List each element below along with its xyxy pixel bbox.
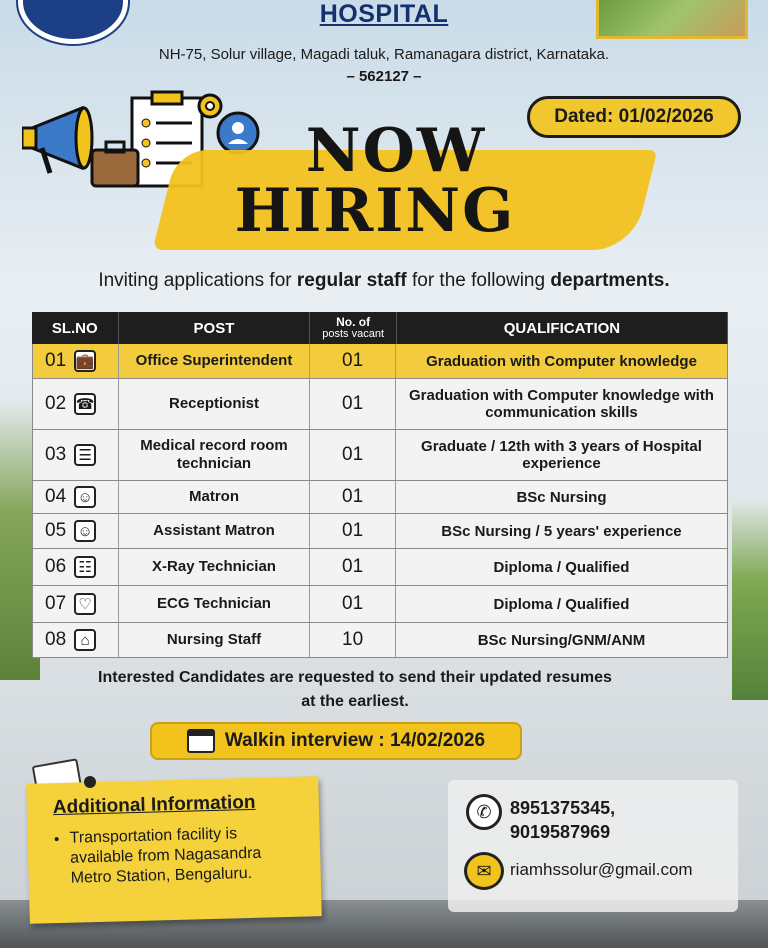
row-vacant: 01 xyxy=(310,379,396,429)
pushpin-icon xyxy=(84,776,96,788)
megaphone-icon xyxy=(22,108,92,173)
row-slno: 02 xyxy=(45,393,67,414)
row-vacant: 01 xyxy=(310,514,396,548)
table-row xyxy=(32,481,728,514)
row-post: Receptionist xyxy=(119,379,310,429)
row-qualification: Diploma / Qualified xyxy=(493,558,630,576)
intro-part1: Inviting applications for xyxy=(98,270,297,291)
row-slno-cell xyxy=(33,549,119,585)
phone-number-1[interactable]: 8951375345, xyxy=(510,798,616,818)
additional-info-item: • Transportation facility is available from Nagasandra Metro Station, Bengaluru. xyxy=(69,823,294,889)
row-post: Nursing Staff xyxy=(119,623,310,657)
walkin-banner xyxy=(150,722,522,760)
phone-icon: ✆ xyxy=(466,794,502,830)
row-post: X-Ray Technician xyxy=(119,549,310,585)
receptionist-icon: ☎ xyxy=(74,393,96,415)
row-slno: 01 xyxy=(45,350,67,371)
hospital-title: HOSPITAL xyxy=(319,0,449,28)
row-qualification: Graduation with Computer knowledge xyxy=(426,352,697,370)
header-vacant-top: No. of xyxy=(336,315,371,329)
header-vacant-bottom: posts vacant xyxy=(322,328,385,340)
row-post: ECG Technician xyxy=(119,586,310,622)
interested-text xyxy=(40,666,670,714)
intro-bold2: departments. xyxy=(550,270,670,291)
additional-info-note xyxy=(26,776,322,924)
row-vacant: 01 xyxy=(310,549,396,585)
row-vacant: 01 xyxy=(310,344,396,378)
trees-right-decor xyxy=(732,500,768,700)
table-row xyxy=(32,586,728,623)
nurse-cap-icon: ⌂ xyxy=(74,629,96,651)
row-slno-cell xyxy=(33,586,119,622)
matron-icon: ☺ xyxy=(74,486,96,508)
header-qualification: QUALIFICATION xyxy=(397,312,728,344)
interested-line1: Interested Candidates are requested to send their updated resumes xyxy=(98,669,612,686)
email-icon: ✉ xyxy=(464,852,504,890)
row-slno-cell xyxy=(33,623,119,657)
ecg-icon: ♡ xyxy=(74,593,96,615)
table-row xyxy=(32,430,728,481)
walkin-text: Walkin interview : 14/02/2026 xyxy=(224,730,486,751)
row-slno-cell xyxy=(33,514,119,548)
banner-hiring: HIRING xyxy=(234,176,516,246)
row-vacant: 10 xyxy=(310,623,396,657)
additional-info-title: Additional Information xyxy=(52,791,256,819)
calendar-icon xyxy=(187,729,215,753)
row-qualification: Graduation with Computer knowledge with communication skills xyxy=(408,387,714,421)
dated-badge: Dated: 01/02/2026 xyxy=(527,96,741,138)
row-slno: 08 xyxy=(45,629,67,650)
row-slno: 04 xyxy=(45,486,67,507)
hospital-address: NH-75, Solur village, Magadi taluk, Ramanagara district, Karnataka. xyxy=(158,46,610,63)
briefcase-icon: 💼 xyxy=(74,350,96,372)
row-slno-cell xyxy=(33,344,119,378)
table-header xyxy=(32,312,728,344)
interested-line2: at the earliest. xyxy=(301,693,409,710)
email-address[interactable]: riamhssolur@gmail.com xyxy=(510,860,693,879)
xray-icon: ☷ xyxy=(74,556,96,578)
table-row xyxy=(32,549,728,586)
header-vacant xyxy=(310,312,397,344)
pincode: – 562127 – xyxy=(346,68,422,85)
intro-part2: for the following xyxy=(406,270,551,291)
table-row xyxy=(32,623,728,658)
phone-number-2[interactable]: 9019587969 xyxy=(510,822,611,842)
table-row xyxy=(32,379,728,430)
row-qualification: BSc Nursing / 5 years' experience xyxy=(441,522,682,540)
row-post: Office Superintendent xyxy=(119,344,310,378)
row-post: Assistant Matron xyxy=(119,514,310,548)
row-vacant: 01 xyxy=(310,481,396,513)
briefcase-icon xyxy=(92,142,138,186)
table-row xyxy=(32,514,728,549)
row-slno-cell xyxy=(33,379,119,429)
vacancy-table xyxy=(32,312,728,658)
row-qualification: BSc Nursing/GNM/ANM xyxy=(477,631,646,649)
additional-info-list xyxy=(53,823,294,889)
clipboard-icon: ☰ xyxy=(74,444,96,466)
row-post: Medical record room technician xyxy=(119,430,310,480)
header-post: POST xyxy=(119,312,311,344)
table-body xyxy=(32,344,728,658)
row-vacant: 01 xyxy=(310,586,396,622)
banner-now: NOW xyxy=(305,116,487,186)
intro-text xyxy=(0,270,768,292)
intro-bold1: regular staff xyxy=(296,270,407,291)
row-qualification: Graduate / 12th with 3 years of Hospital experience xyxy=(421,438,702,472)
row-slno: 05 xyxy=(45,520,67,541)
nurse-icon: ☺ xyxy=(74,520,96,542)
header-slno: SL.NO xyxy=(32,312,119,344)
row-slno: 03 xyxy=(45,444,67,465)
row-slno-cell xyxy=(33,430,119,480)
row-qualification: Diploma / Qualified xyxy=(493,595,630,613)
row-vacant: 01 xyxy=(310,430,396,480)
row-slno: 07 xyxy=(45,593,67,614)
row-qualification: BSc Nursing xyxy=(516,488,607,506)
row-slno: 06 xyxy=(45,556,67,577)
table-row xyxy=(32,344,728,379)
row-slno-cell xyxy=(33,481,119,513)
row-post: Matron xyxy=(119,481,310,513)
gear-icon xyxy=(199,95,221,117)
